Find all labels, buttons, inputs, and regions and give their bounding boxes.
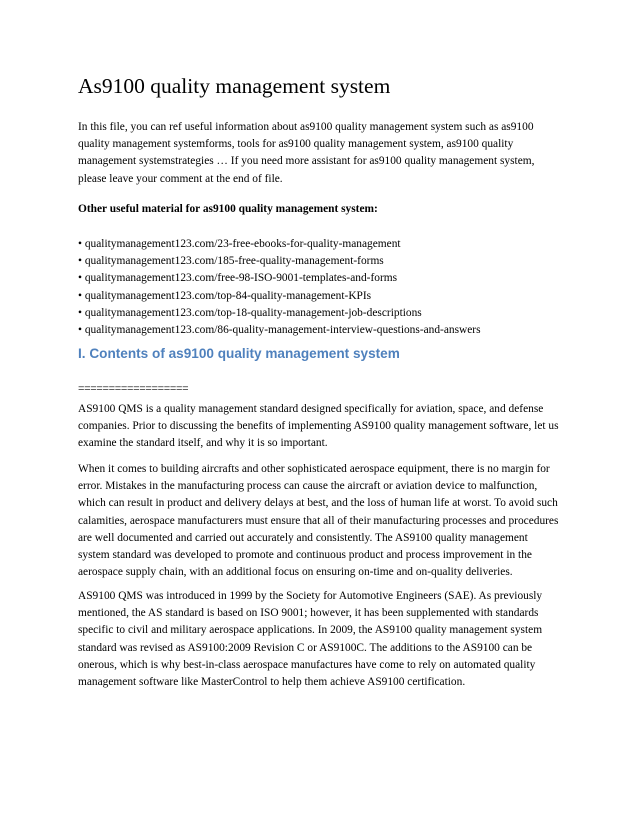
section-heading: I. Contents of as9100 quality management system: [78, 346, 400, 361]
list-item: • qualitymanagement123.com/free-98-ISO-9001-templates-and-forms: [78, 272, 398, 285]
useful-links-list: [78, 236, 481, 339]
body-paragraph: AS9100 QMS is a quality management standard designed specifically for aviation, space, and defense companies. Prior to discussing the benefits of implementing AS9100 quality management software, let us examine the standard itself, and why it is so important.: [78, 403, 559, 450]
body-paragraph: AS9100 QMS was introduced in 1999 by the Society for Automotive Engineers (SAE). As previously mentioned, the AS standard is based on ISO 9001; however, it has been supplemented with standards specific to civil and military aerospace applications. In 2009, the AS9100 quality management system standard was revised as AS9100:2009 Revision C or AS9100C. The additions to the AS9100 can be onerous, which is why best-in-class aerospace manufactures have come to rely on automated quality management software like MasterControl to help them achieve AS9100 certification.: [78, 590, 543, 689]
document-title: As9100 quality management system: [78, 74, 391, 98]
intro-paragraph: In this file, you can ref useful information about as9100 quality management system such as as9100 quality management systemforms, tools for as9100 quality management system, as9100 quality management systemstrategies … If you need more assistant for as9100 quality management system, please leave your comment at the end of file.: [78, 121, 535, 185]
list-item: • qualitymanagement123.com/185-free-quality-management-forms: [78, 255, 384, 268]
separator-rule: ==================: [78, 383, 189, 395]
list-item: • qualitymanagement123.com/86-quality-management-interview-questions-and-answers: [78, 323, 481, 336]
body-paragraph: When it comes to building aircrafts and other sophisticated aerospace equipment, there is no margin for error. Mistakes in the manufacturing process can cause the aircraft or aviation device to malfunction, which can result in product and delivery delays at best, and the loss of human life at worst. To avoid such calamities, aerospace manufacturers must ensure that all of their manufacturing processes and procedures are well documented and carried out accurately and consistently. The AS9100 quality management system standard was developed to promote and continuous product and process improvement in the aerospace supply chain, with an additional focus on ensuring on-time and on-quality deliveries.: [78, 463, 559, 579]
list-item: • qualitymanagement123.com/23-free-ebooks-for-quality-management: [78, 238, 401, 250]
list-item: • qualitymanagement123.com/top-84-quality-management-KPIs: [78, 289, 372, 302]
useful-material-heading: Other useful material for as9100 quality management system:: [78, 203, 378, 215]
list-item: • qualitymanagement123.com/top-18-quality-management-job-descriptions: [78, 306, 422, 319]
